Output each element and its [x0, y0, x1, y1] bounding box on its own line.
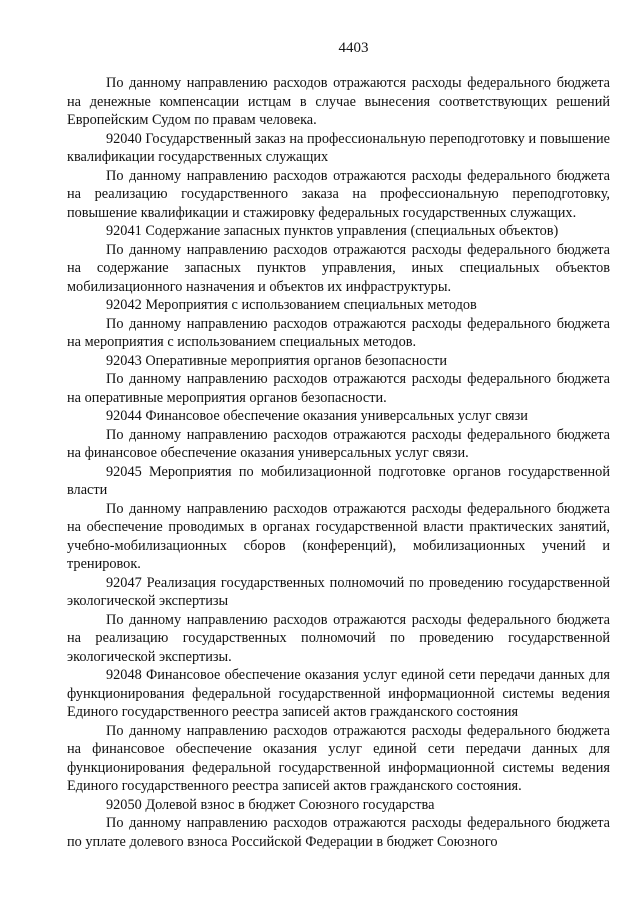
heading-92041: 92041 Содержание запасных пунктов управления (специальных объектов)	[106, 223, 559, 239]
paragraph-92050-description: По данному направлению расходов отражаются расходы федерального бюджета по уплате долевого взноса Российской Федерации в бюджет Союзного	[67, 815, 610, 850]
page-number: 4403	[338, 40, 369, 56]
paragraph-92043-description: По данному направлению расходов отражаются расходы федерального бюджета на оперативные мероприятия органов безопасности.	[67, 371, 610, 406]
heading-92040: 92040 Государственный заказ на профессиональную переподготовку и повышение квалификации государственных служащих	[67, 130, 610, 165]
heading-92045: 92045 Мероприятия по мобилизационной подготовке органов государственной власти	[67, 463, 610, 498]
paragraph-92044-description: По данному направлению расходов отражаются расходы федерального бюджета на финансовое обеспечение оказания универсальных услуг связи.	[67, 426, 610, 461]
heading-92047: 92047 Реализация государственных полномочий по проведению государственной экологической экспертизы	[67, 574, 610, 609]
document-body	[67, 74, 610, 851]
heading-92050: 92050 Долевой взнос в бюджет Союзного государства	[106, 796, 435, 813]
paragraph-92048-description: По данному направлению расходов отражаются расходы федерального бюджета на финансовое обеспечение оказания услуг единой сети передачи данных для функционирования федеральной государственной информационной системы ведения Единого государственного реестра записей актов гражданского состояния.	[67, 722, 610, 794]
paragraph-92045-description: По данному направлению расходов отражаются расходы федерального бюджета на обеспечение проводимых в органах государственной власти практических занятий, учебно-мобилизационных сборов (конференций), мобилизационных учений и тренировок.	[67, 500, 610, 572]
heading-92043: 92043 Оперативные мероприятия органов безопасности	[106, 352, 448, 369]
paragraph-92047-description: По данному направлению расходов отражаются расходы федерального бюджета на реализацию государственных полномочий по проведению государственной экологической экспертизы.	[67, 611, 610, 665]
heading-92044: 92044 Финансовое обеспечение оказания универсальных услуг связи	[106, 408, 528, 424]
heading-92042: 92042 Мероприятия с использованием специальных методов	[106, 297, 477, 313]
paragraph-compensation-expenses: По данному направлению расходов отражаются расходы федерального бюджета на денежные компенсации истцам в случае вынесения соответствующих решений Европейским Судом по правам человека.	[67, 75, 610, 128]
heading-92048: 92048 Финансовое обеспечение оказания услуг единой сети передачи данных для функционирования федеральной государственной информационной системы ведения Единого государственного реестра записей актов гражданского состояния	[67, 667, 610, 720]
paragraph-92042-description: По данному направлению расходов отражаются расходы федерального бюджета на мероприятия с использованием специальных методов.	[67, 315, 610, 350]
paragraph-92040-description: По данному направлению расходов отражаются расходы федерального бюджета на реализацию государственного заказа на профессиональную переподготовку, повышение квалификации и стажировку федеральных государственных служащих.	[67, 167, 610, 221]
paragraph-92041-description: По данному направлению расходов отражаются расходы федерального бюджета на содержание запасных пунктов управления, иных специальных объектов мобилизационного назначения и объектов их инфраструктуры.	[67, 241, 610, 295]
